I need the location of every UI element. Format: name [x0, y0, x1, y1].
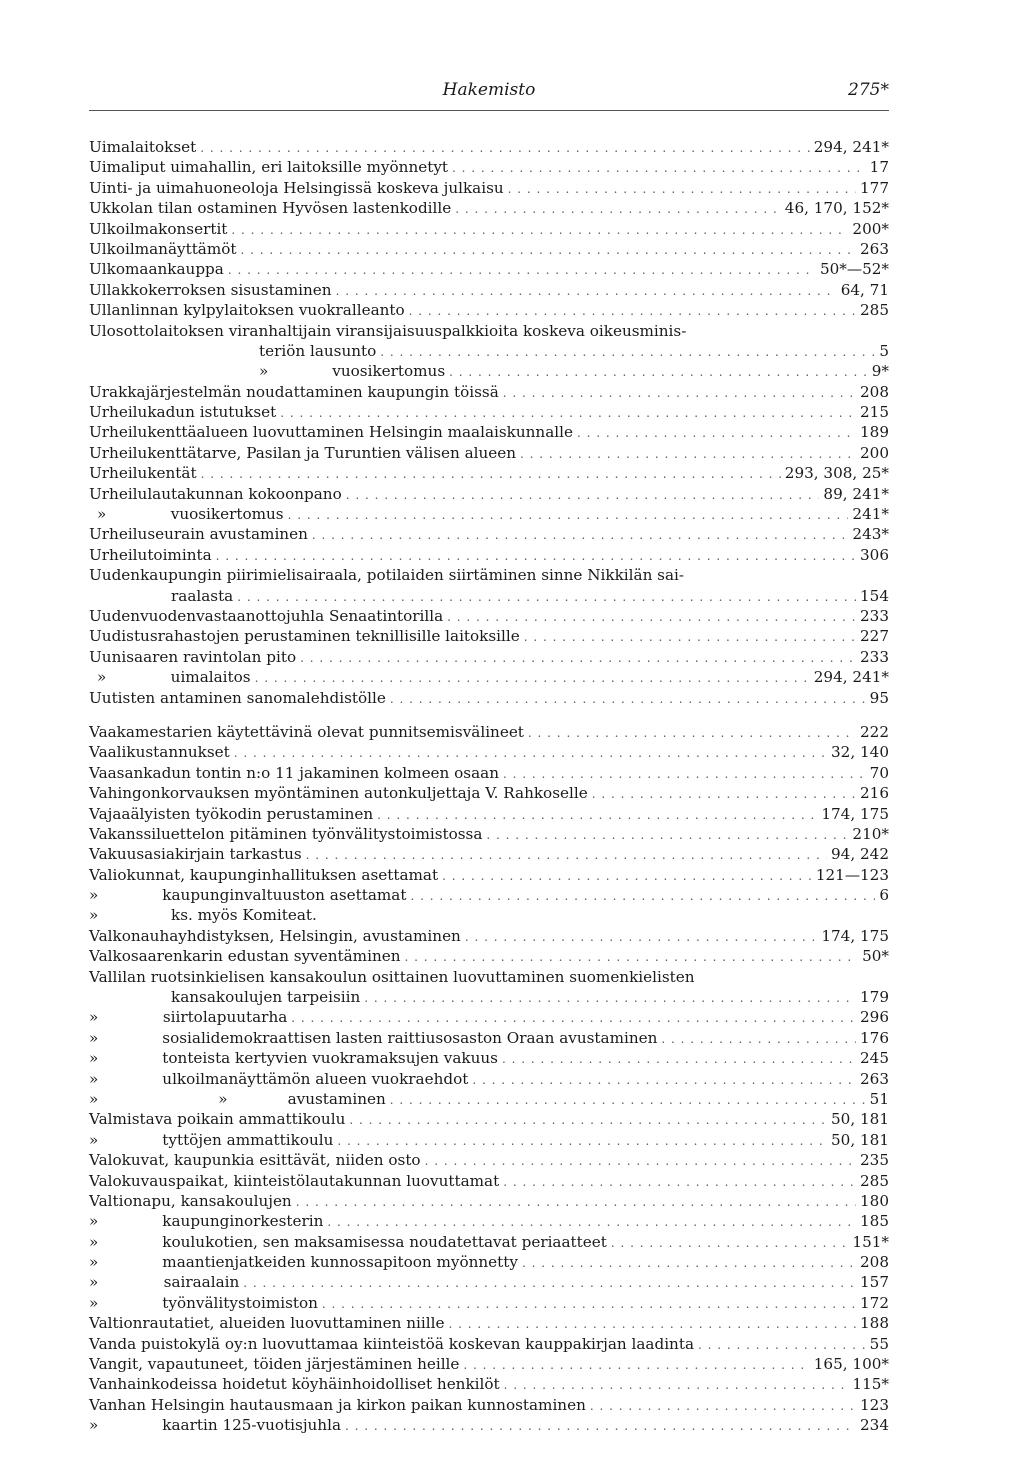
index-entry [89, 1334, 889, 1354]
dot-leader [611, 1233, 849, 1253]
entry-pages: 51 [869, 1089, 889, 1108]
dot-leader [327, 1212, 856, 1232]
entry-text: Urheilukenttäalueen luovuttaminen Helsingin maalaiskunnalle [89, 423, 573, 442]
entry-pages: 179 [860, 988, 889, 1007]
entry-text: Vaakamestarien käytettävinä olevat punnitsemisvälineet [89, 722, 524, 741]
entry-text: koulukotien, sen maksamisessa noudatettavat periaatteet [162, 1232, 607, 1251]
entry-pages: 172 [860, 1293, 889, 1312]
entry-pages: 50*—52* [819, 260, 889, 279]
entry-pages: 208 [860, 382, 889, 401]
dot-leader [661, 1029, 856, 1049]
entry-text: kansakoulujen tarpeisiin [171, 988, 361, 1007]
entry-text: Vangit, vapautuneet, töiden järjestäminen heille [89, 1355, 460, 1374]
entry-pages: 241* [852, 505, 889, 524]
dot-leader [447, 607, 856, 627]
index-entry [89, 484, 889, 504]
entry-pages: 46, 170, 152* [784, 199, 889, 218]
entry-text: Ulkomaankauppa [89, 260, 224, 279]
dot-leader [237, 587, 856, 607]
dot-leader [455, 199, 781, 219]
entry-pages: 32, 140 [831, 743, 889, 762]
dot-leader [255, 668, 810, 688]
entry-text: Valkosaarenkarin edustan syventäminen [89, 947, 401, 966]
entry-pages: 215 [860, 403, 889, 422]
index-entry [89, 626, 889, 646]
entry-text: kaupunginorkesterin [162, 1212, 324, 1231]
ditto-mark: » [218, 1089, 228, 1108]
entry-pages: 94, 242 [831, 845, 889, 864]
entry-pages: 174, 175 [821, 804, 889, 823]
dot-leader [522, 1253, 856, 1273]
index-entry [89, 1252, 889, 1272]
entry-pages: 5 [879, 341, 889, 360]
entry-text: Ulkoilmanäyttämöt [89, 239, 237, 258]
ditto-mark: » [89, 1089, 99, 1108]
dot-leader [300, 648, 856, 668]
page-number: 275* [848, 80, 889, 100]
index-entry [89, 885, 889, 905]
entry-pages: 233 [860, 606, 889, 625]
index-entry [89, 1069, 889, 1089]
index-entry [89, 443, 889, 463]
entry-text: avustaminen [287, 1089, 386, 1108]
index-entry [89, 1374, 889, 1394]
index-entry [89, 688, 889, 708]
entry-pages: 285 [860, 1171, 889, 1190]
entry-text: vuosikertomus [332, 362, 446, 381]
entry-text: Valtionrautatiet, alueiden luovuttaminen niille [89, 1314, 445, 1333]
dot-leader [216, 546, 856, 566]
dot-leader [336, 281, 837, 301]
entry-pages: 6 [879, 886, 889, 905]
ditto-mark: » [89, 1232, 99, 1251]
dot-leader [442, 866, 812, 886]
index-entry [89, 722, 889, 742]
index-entry [89, 667, 889, 687]
ditto-mark: » [89, 906, 99, 925]
page-header [89, 76, 889, 104]
index-entry [89, 1089, 889, 1109]
entry-text: Uunisaaren ravintolan pito [89, 647, 297, 666]
index-entry [89, 524, 889, 544]
entry-text: työnvälitystoimiston [162, 1293, 318, 1312]
ditto-mark: » [97, 668, 107, 687]
entry-pages: 189 [860, 423, 889, 442]
index-entry [89, 844, 889, 864]
entry-pages: 243* [852, 525, 889, 544]
dot-leader [200, 138, 810, 158]
entry-text: Valtionapu, kansakoulujen [89, 1191, 292, 1210]
index-entry [89, 946, 889, 966]
index-entry [89, 1109, 889, 1129]
index-entry [89, 783, 889, 803]
entry-pages: 188 [860, 1314, 889, 1333]
entry-pages: 294, 241* [813, 668, 889, 687]
entry-pages: 208 [860, 1253, 889, 1272]
ditto-mark: » [89, 1130, 99, 1149]
index-entry [89, 157, 889, 177]
entry-pages: 55 [869, 1334, 889, 1353]
entry-pages: 245 [860, 1049, 889, 1068]
entry-pages: 227 [860, 627, 889, 646]
dot-leader [472, 1070, 856, 1090]
index-entry [89, 463, 889, 483]
dot-leader [380, 342, 875, 362]
ditto-mark: » [89, 1293, 99, 1312]
index-entry [89, 1293, 889, 1313]
dot-leader [449, 362, 868, 382]
dot-leader [228, 260, 816, 280]
dot-leader [425, 1151, 856, 1171]
entry-pages: 89, 241* [823, 484, 889, 503]
dot-leader [592, 784, 856, 804]
entry-pages: 200 [860, 443, 889, 462]
entry-text: Ullakkokerroksen sisustaminen [89, 280, 332, 299]
entry-pages: 285 [860, 301, 889, 320]
entry-text: Urakkajärjestelmän noudattaminen kaupungin töissä [89, 382, 499, 401]
entry-pages: 70 [869, 763, 889, 782]
ditto-mark: » [89, 1069, 99, 1088]
entry-pages: 176 [860, 1028, 889, 1047]
index-entry [89, 742, 889, 762]
index-entry [89, 1232, 889, 1252]
dot-leader [346, 485, 820, 505]
dot-leader [296, 1192, 856, 1212]
index-entry [89, 239, 889, 259]
entry-text: Ulosottolaitoksen viranhaltijain viransijaisuuspalkkioita koskeva oikeusminis- [89, 321, 687, 340]
index-list [89, 137, 889, 1436]
dot-leader [291, 1008, 856, 1028]
index-entry [89, 361, 889, 381]
entry-text: sairaalain [163, 1273, 240, 1292]
dot-leader [390, 689, 866, 709]
entry-text: Valokuvat, kaupunkia esittävät, niiden osto [89, 1151, 421, 1170]
dot-leader [364, 988, 856, 1008]
dot-leader [288, 505, 849, 525]
index-entry [89, 259, 889, 279]
index-entry [89, 1191, 889, 1211]
index-entry [89, 1415, 889, 1435]
dot-leader [452, 158, 866, 178]
entry-pages: 95 [869, 688, 889, 707]
entry-text: Ukkolan tilan ostaminen Hyvösen lastenkodille [89, 199, 452, 218]
dot-leader [390, 1090, 866, 1110]
ditto-mark: » [89, 1008, 99, 1027]
index-entry [89, 1150, 889, 1170]
dot-leader [504, 1375, 849, 1395]
entry-text: Urheilukenttätarve, Pasilan ja Turuntien välisen alueen [89, 443, 517, 462]
entry-pages: 9* [871, 362, 889, 381]
index-entry [89, 586, 889, 606]
header-rule [89, 110, 889, 111]
entry-pages: 210* [852, 824, 889, 843]
dot-leader [231, 220, 848, 240]
entry-text: kaupunginvaltuuston asettamat [162, 886, 407, 905]
dot-leader [377, 805, 817, 825]
index-entry [89, 763, 889, 783]
entry-text: tyttöjen ammattikoulu [162, 1130, 334, 1149]
entry-text: uimalaitos [170, 668, 251, 687]
entry-pages: 200* [852, 219, 889, 238]
index-entry [89, 382, 889, 402]
ditto-mark: » [89, 1028, 99, 1047]
entry-pages: 233 [860, 647, 889, 666]
entry-text: Vanhan Helsingin hautausmaan ja kirkon paikan kunnostaminen [89, 1395, 586, 1414]
entry-text: Urheilutoiminta [89, 545, 212, 564]
index-entry [89, 1313, 889, 1333]
dot-leader [503, 1172, 856, 1192]
entry-pages: 50, 181 [831, 1110, 889, 1129]
entry-text: Valmistava poikain ammattikoulu [89, 1110, 346, 1129]
entry-text: raalasta [171, 586, 234, 605]
entry-pages: 165, 100* [813, 1355, 889, 1374]
entry-text: Uudenkaupungin piirimielisairaala, potilaiden siirtäminen sinne Nikkilän sai- [89, 566, 685, 585]
entry-text: Valokuvauspaikat, kiinteistölautakunnan luovuttamat [89, 1171, 500, 1190]
ditto-mark: » [89, 1416, 99, 1435]
index-entry [89, 606, 889, 626]
dot-leader [524, 627, 856, 647]
index-entry [89, 1395, 889, 1415]
dot-leader [312, 525, 849, 545]
entry-pages: 235 [860, 1151, 889, 1170]
index-entry [89, 1171, 889, 1191]
index-entry [89, 137, 889, 157]
dot-leader [463, 1355, 809, 1375]
entry-pages: 306 [860, 545, 889, 564]
dot-leader [409, 301, 856, 321]
dot-leader [503, 383, 856, 403]
entry-text: vuosikertomus [170, 505, 284, 524]
entry-pages: 50, 181 [831, 1130, 889, 1149]
entry-text: Vallilan ruotsinkielisen kansakoulun osittainen luovuttaminen suomenkielisten [89, 967, 695, 986]
dot-leader [590, 1396, 856, 1416]
entry-pages: 123 [860, 1395, 889, 1414]
dot-leader [508, 179, 856, 199]
dot-leader [520, 444, 856, 464]
entry-text: ulkoilmanäyttämön alueen vuokraehdot [162, 1069, 469, 1088]
index-entry [89, 545, 889, 565]
dot-leader [322, 1294, 856, 1314]
entry-pages: 121—123 [815, 865, 889, 884]
index-entry [89, 422, 889, 442]
index-entry [89, 1028, 889, 1048]
entry-pages: 296 [860, 1008, 889, 1027]
index-entry [89, 967, 889, 987]
dot-leader [405, 947, 859, 967]
index-entry [89, 402, 889, 422]
entry-text: Vahingonkorvauksen myöntäminen autonkuljettaja V. Rahkoselle [89, 784, 588, 803]
index-entry [89, 804, 889, 824]
index-entry [89, 300, 889, 320]
entry-pages: 154 [860, 586, 889, 605]
entry-pages: 151* [852, 1232, 889, 1251]
index-entry [89, 926, 889, 946]
entry-pages: 180 [860, 1191, 889, 1210]
entry-text: Ulkoilmakonsertit [89, 219, 228, 238]
dot-leader [280, 403, 856, 423]
index-entry [89, 280, 889, 300]
index-entry [89, 1007, 889, 1027]
entry-pages: 234 [860, 1416, 889, 1435]
entry-text: Ullanlinnan kylpylaitoksen vuokralleanto [89, 301, 405, 320]
entry-text: Urheilukentät [89, 464, 197, 483]
dot-leader [528, 723, 856, 743]
entry-text: Vajaaälyisten työkodin perustaminen [89, 804, 374, 823]
entry-text: Vaasankadun tontin n:o 11 jakaminen kolmeen osaan [89, 763, 499, 782]
entry-pages: 17 [869, 158, 889, 177]
entry-text: Uimalaitokset [89, 138, 197, 156]
dot-leader [486, 825, 848, 845]
dot-leader [503, 764, 866, 784]
entry-text: Uinti- ja uimahuoneoloja Helsingissä koskeva julkaisu [89, 178, 504, 197]
ditto-mark: » [259, 362, 269, 381]
entry-text: maantienjatkeiden kunnossapitoon myönnetty [162, 1253, 518, 1272]
dot-leader [577, 423, 856, 443]
entry-text: Urheilukadun istutukset [89, 403, 277, 422]
entry-pages: 185 [860, 1212, 889, 1231]
entry-pages: 174, 175 [821, 926, 889, 945]
index-entry [89, 504, 889, 524]
ditto-mark: » [89, 1212, 99, 1231]
dot-leader [345, 1416, 856, 1436]
entry-pages: 263 [860, 1069, 889, 1088]
entry-text: Vakuusasiakirjain tarkastus [89, 845, 302, 864]
entry-text: Urheilulautakunnan kokoonpano [89, 484, 342, 503]
entry-pages: 293, 308, 25* [784, 464, 889, 483]
entry-text: teriön lausunto [259, 341, 377, 360]
entry-text: Vanda puistokylä oy:n luovuttamaa kiinteistöä koskevan kauppakirjan laadinta [89, 1334, 694, 1353]
entry-text: Vakanssiluettelon pitäminen työnvälitystoimistossa [89, 824, 483, 843]
entry-text: Uutisten antaminen sanomalehdistölle [89, 688, 386, 707]
entry-text: Uudistusrahastojen perustaminen teknillisille laitoksille [89, 627, 520, 646]
entry-text: sosialidemokraattisen lasten raittiusosaston Oraan avustaminen [162, 1028, 658, 1047]
index-entry [89, 198, 889, 218]
entry-pages: 216 [860, 784, 889, 803]
dot-leader [349, 1110, 827, 1130]
entry-text: Valiokunnat, kaupunginhallituksen asettamat [89, 865, 439, 884]
dot-leader [241, 240, 857, 260]
ditto-mark: » [97, 505, 107, 524]
index-entry [89, 565, 889, 585]
index-entry [89, 824, 889, 844]
index-entry [89, 865, 889, 885]
dot-leader [698, 1335, 866, 1355]
entry-text: Uimaliput uimahallin, eri laitoksille myönnetyt [89, 158, 448, 177]
ditto-mark: » [89, 1049, 99, 1068]
index-entry [89, 647, 889, 667]
entry-text: kaartin 125-vuotisjuhla [162, 1416, 342, 1435]
index-entry [89, 987, 889, 1007]
entry-pages: 157 [860, 1273, 889, 1292]
index-entry [89, 341, 889, 361]
dot-leader [410, 886, 875, 906]
index-entry [89, 1048, 889, 1068]
section-gap [89, 708, 889, 722]
index-entry [89, 905, 889, 925]
entry-text: Vaalikustannukset [89, 743, 230, 762]
entry-text: tonteista kertyvien vuokramaksujen vakuus [162, 1049, 498, 1068]
entry-pages: 294, 241* [813, 138, 889, 156]
entry-text: Valkonauhayhdistyksen, Helsingin, avustaminen [89, 926, 461, 945]
dot-leader [502, 1049, 856, 1069]
index-entry [89, 219, 889, 239]
ditto-mark: » [89, 1273, 99, 1292]
dot-leader [337, 1131, 827, 1151]
entry-pages: 263 [860, 239, 889, 258]
ditto-mark: » [89, 886, 99, 905]
entry-pages: 50* [862, 947, 889, 966]
dot-leader [243, 1273, 856, 1293]
index-entry [89, 178, 889, 198]
entry-text: Uudenvuodenvastaanottojuhla Senaatintorilla [89, 606, 444, 625]
entry-text: ks. myös Komiteat. [171, 906, 317, 925]
entry-pages: 64, 71 [840, 280, 889, 299]
entry-pages: 177 [860, 178, 889, 197]
index-entry [89, 321, 889, 341]
entry-pages: 222 [860, 722, 889, 741]
dot-leader [448, 1314, 856, 1334]
index-entry [89, 1354, 889, 1374]
index-entry [89, 1211, 889, 1231]
index-entry [89, 1130, 889, 1150]
index-entry [89, 1272, 889, 1292]
entry-text: Vanhainkodeissa hoidetut köyhäinhoidolliset henkilöt [89, 1375, 500, 1394]
entry-pages: 115* [852, 1375, 889, 1394]
running-title: Hakemisto [442, 80, 536, 100]
entry-text: Urheiluseurain avustaminen [89, 525, 308, 544]
dot-leader [465, 927, 818, 947]
ditto-mark: » [89, 1253, 99, 1272]
dot-leader [201, 464, 781, 484]
dot-leader [306, 845, 827, 865]
dot-leader [234, 743, 827, 763]
entry-text: siirtolapuutarha [162, 1008, 288, 1027]
